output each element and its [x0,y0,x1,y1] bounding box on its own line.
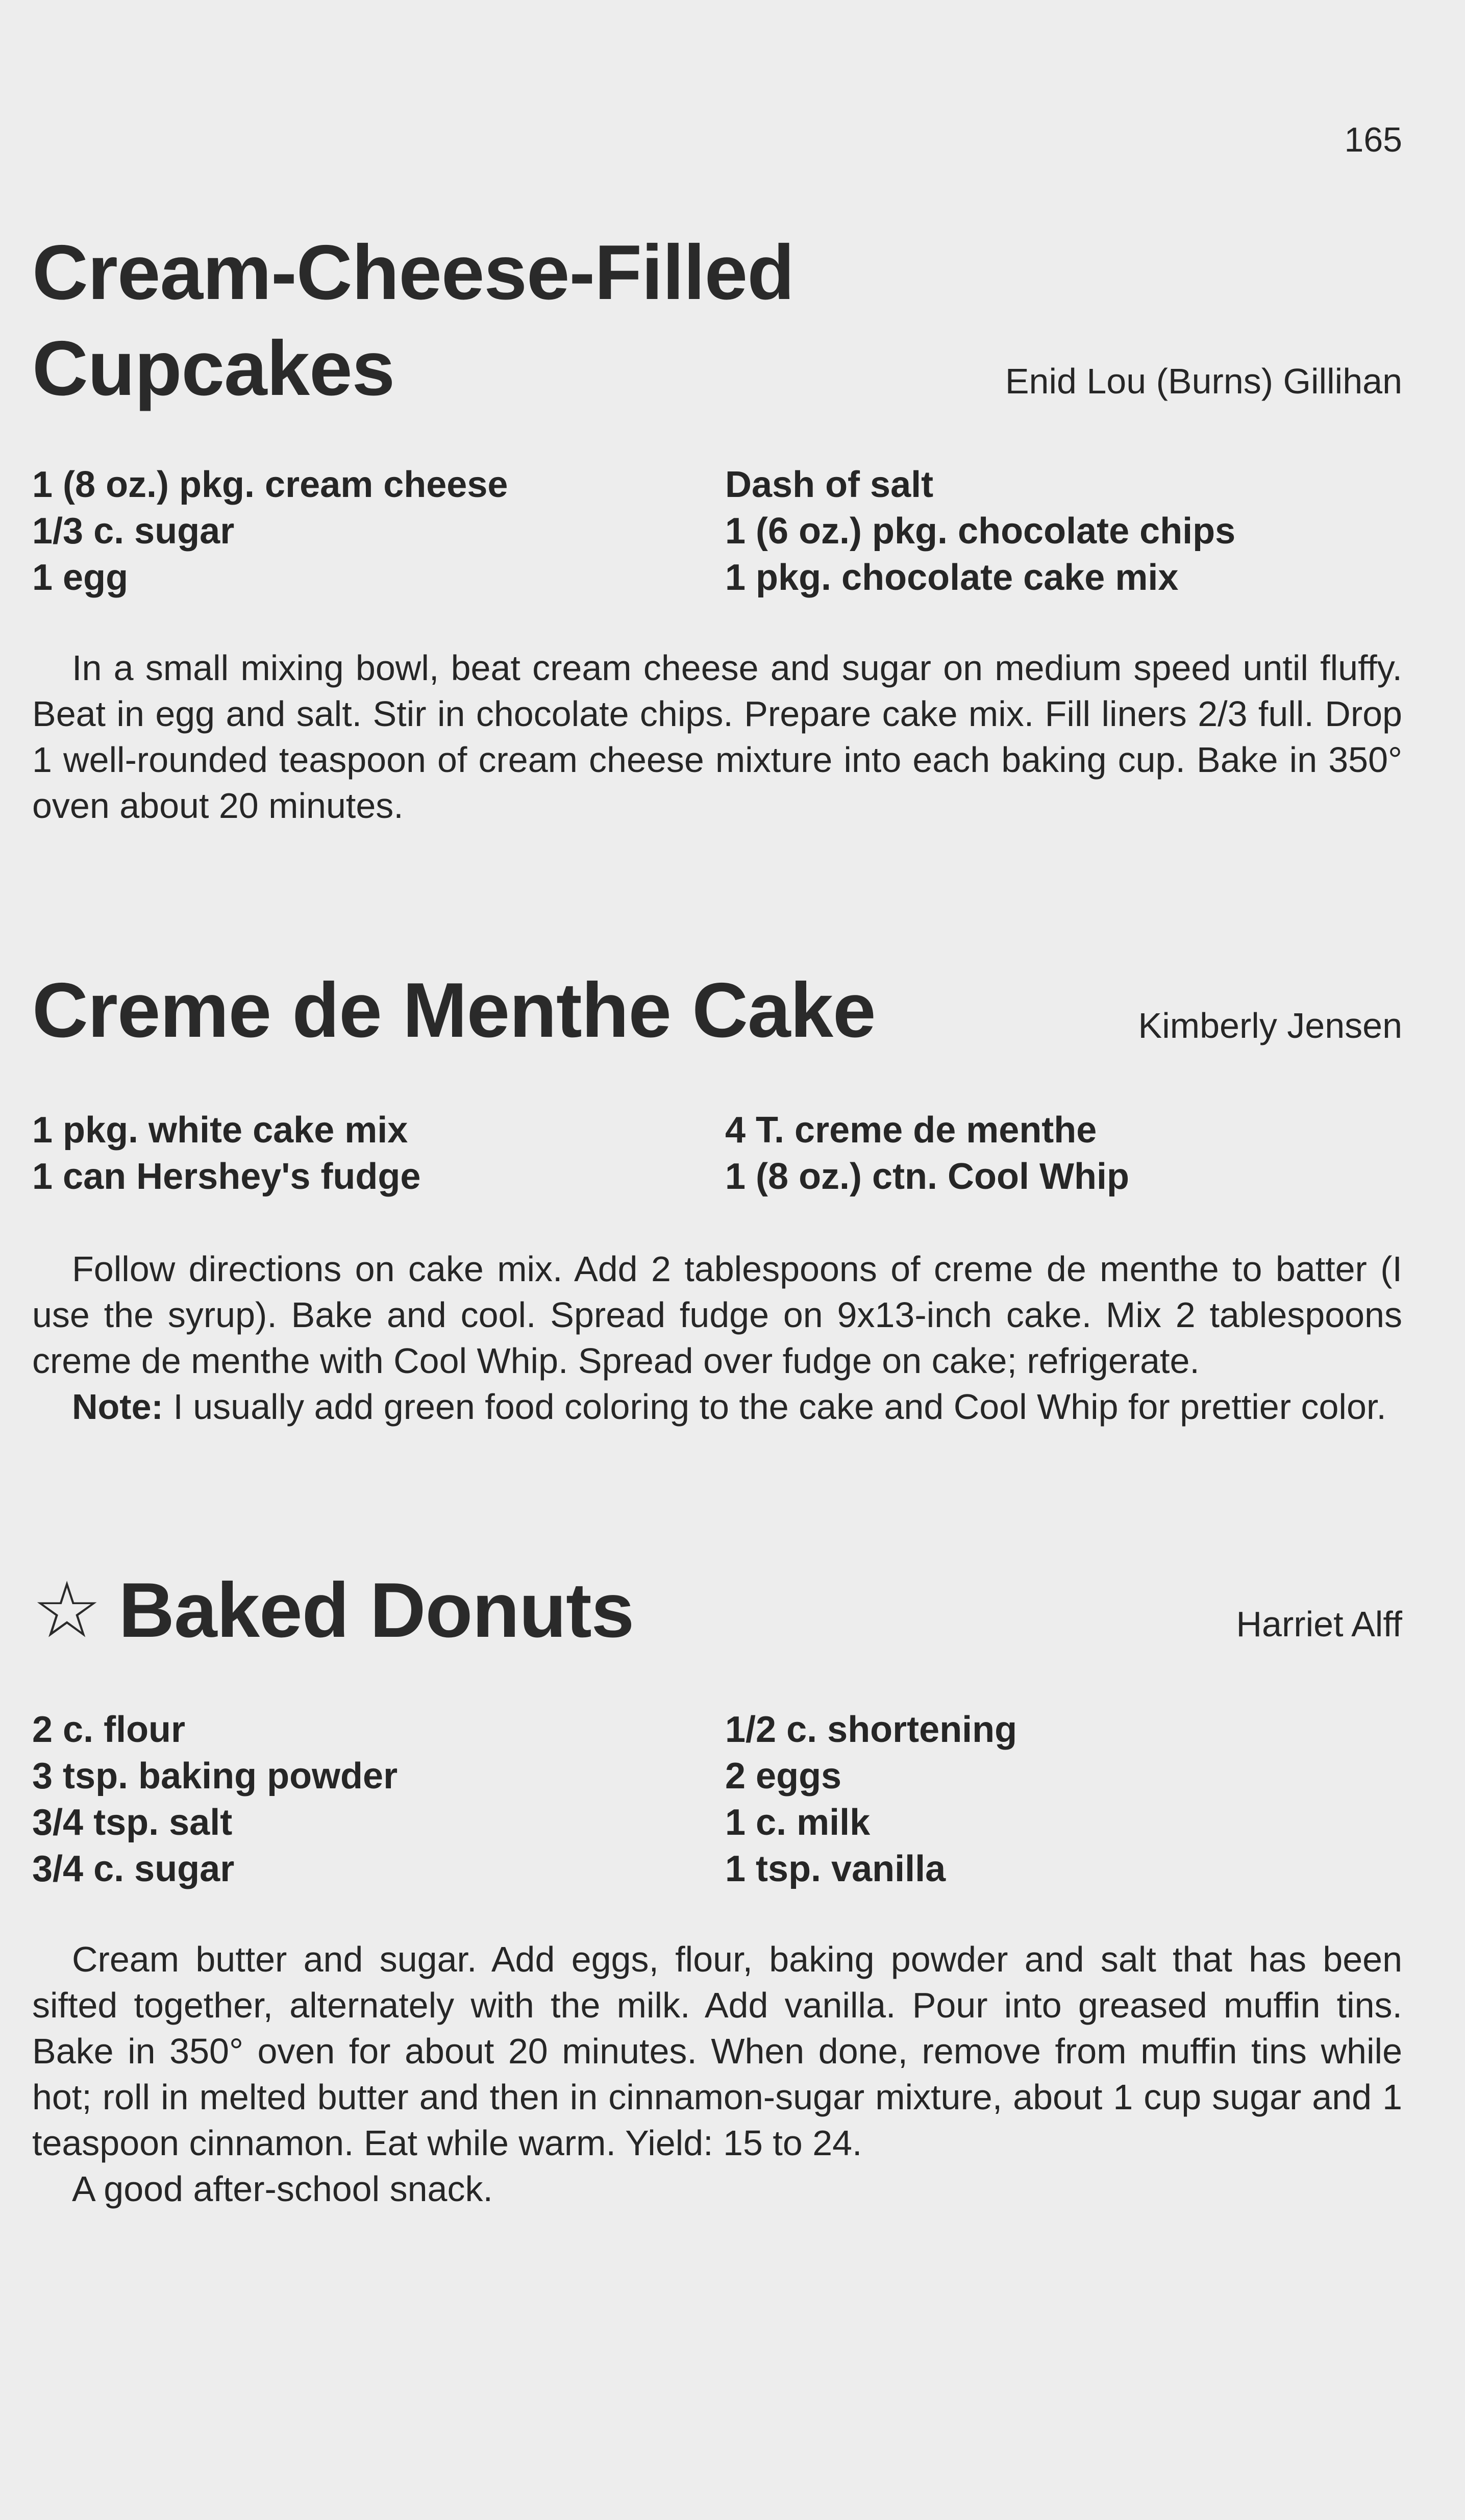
star-icon: ☆ [32,1567,102,1654]
recipe-author: Kimberly Jensen [1138,1006,1402,1045]
ingredient: 3 tsp. baking powder [32,1756,398,1797]
ingredient: 1 egg [32,557,129,598]
ingredient: 1/3 c. sugar [32,511,235,552]
recipe-title-line-1: Cream-Cheese-Filled [32,229,794,316]
tip-paragraph: A good after-school snack. [72,2169,493,2209]
ingredient: 1 (8 oz.) pkg. cream cheese [32,464,508,505]
recipe-title-text: Baked Donuts [118,1567,634,1654]
note-text: I usually add green food coloring to the cake and Cool Whip for prettier color. [163,1387,1386,1427]
directions-paragraph: Cream butter and sugar. Add eggs, flour, baking powder and salt that has been sifted together, alternately with the milk. Add vanilla. Pour into greased muffin tins. Bake in 350° oven for about 20 minutes. When done, remove from muffin tins while hot; roll in melted butter and then in cinnamon-sugar mixture, about 1 cup sugar and 1 teaspoon cinnamon. Eat while warm. Yield: 15 to 24. [32,1939,1402,2163]
recipe-directions [32,1936,1402,2212]
note-label: Note: [72,1387,163,1427]
ingredient: 3/4 c. sugar [32,1849,235,1889]
ingredient: 1/2 c. shortening [725,1709,1017,1750]
ingredients-left [32,1707,398,1892]
page-number: 165 [1344,120,1402,159]
ingredients-right [725,1707,1017,1892]
recipe-title-line-2: Cupcakes [32,325,395,412]
ingredient: 1 (6 oz.) pkg. chocolate chips [725,511,1236,552]
ingredient: 1 pkg. chocolate cake mix [725,557,1179,598]
ingredient: 1 can Hershey's fudge [32,1156,421,1197]
recipe-title-text: Creme de Menthe Cake [32,967,876,1054]
ingredient: Dash of salt [725,464,934,505]
ingredient: 1 pkg. white cake mix [32,1110,408,1151]
directions-paragraph: Follow directions on cake mix. Add 2 tablespoons of creme de menthe to batter (I use the syrup). Bake and cool. Spread fudge on 9x13-inch cake. Mix 2 tablespoons creme de menthe with Cool Whip. Spread over fudge on cake; refrigerate. [32,1249,1402,1381]
recipe-title [32,1562,634,1658]
ingredient: 2 eggs [725,1756,842,1797]
ingredient: 1 c. milk [725,1802,871,1843]
ingredient: 3/4 tsp. salt [32,1802,233,1843]
recipe-author: Enid Lou (Burns) Gillihan [1005,361,1402,401]
ingredient: 2 c. flour [32,1709,186,1750]
ingredient: 1 (8 oz.) ctn. Cool Whip [725,1156,1129,1197]
recipe-baked-donuts [32,0,1402,2296]
ingredient: 4 T. creme de menthe [725,1110,1097,1151]
recipe-author: Harriet Alff [1236,1604,1402,1644]
ingredient: 1 tsp. vanilla [725,1849,946,1889]
directions-paragraph: In a small mixing bowl, beat cream cheese and sugar on medium speed until fluffy. Beat in egg and salt. Stir in chocolate chips. Prepare cake mix. Fill liners 2/3 full. Drop 1 well-rounded teaspoon of cream cheese mixture into each baking cup. Bake in 350° oven about 20 minutes. [32,648,1402,826]
